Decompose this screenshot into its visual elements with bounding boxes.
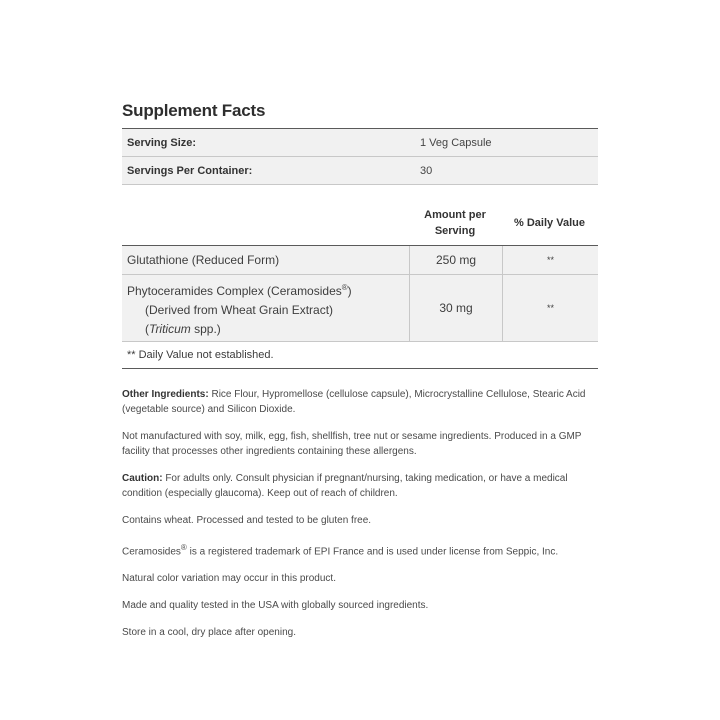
nutrient-name: Glutathione (Reduced Form) [127, 253, 280, 267]
origin-statement: Made and quality tested in the USA with globally sourced ingredients. [122, 600, 429, 612]
serving-size-row [122, 129, 598, 157]
footnote: ** Daily Value not established. [122, 342, 598, 369]
caution-statement: Caution: For adults only. Consult physician if pregnant/nursing, taking medication, or have a medical condition (especially glaucoma). Keep out of reach of children. [122, 473, 568, 499]
nutrient-row [122, 275, 598, 342]
other-ingredients: Other Ingredients: Rice Flour, Hypromellose (cellulose capsule), Microcrystalline Cellulose, Stearic Acid (vegetable source) and Silicon Dioxide. [122, 389, 586, 415]
supplement-facts-panel [122, 98, 598, 652]
color-statement: Natural color variation may occur in this product. [122, 573, 336, 585]
servings-per-container-label: Servings Per Container: [127, 164, 253, 177]
servings-per-container-value: 30 [420, 164, 433, 177]
serving-size-value: 1 Veg Capsule [420, 136, 492, 149]
servings-per-container-row [122, 157, 598, 185]
wheat-statement: Contains wheat. Processed and tested to be gluten free. [122, 515, 372, 526]
nutrient-amount: 30 mg [409, 275, 503, 341]
daily-value-header: % Daily Value [514, 217, 585, 229]
panel-title: Supplement Facts [122, 101, 266, 120]
storage-statement: Store in a cool, dry place after opening. [122, 627, 296, 639]
trademark-statement: Ceramosides® is a registered trademark of EPI France and is used under license from Seppic, Inc. [122, 543, 559, 558]
amount-per-serving-header: Amount per Serving [424, 209, 486, 237]
serving-size-label: Serving Size: [127, 136, 197, 149]
nutrient-name: Phytoceramides Complex (Ceramosides®) (Derived from Wheat Grain Extract) (Triticum spp.) [127, 282, 352, 336]
nutrient-daily-value: ** [546, 255, 554, 265]
column-header-row [122, 201, 598, 246]
label-notes [122, 387, 598, 640]
nutrient-daily-value: ** [546, 303, 554, 313]
nutrient-amount: 250 mg [409, 246, 503, 274]
allergen-statement: Not manufactured with soy, milk, egg, fish, shellfish, tree nut or sesame ingredients. Produced in a GMP facility that processes other ingredients containing these allergens. [122, 431, 582, 457]
nutrient-row [122, 246, 598, 275]
